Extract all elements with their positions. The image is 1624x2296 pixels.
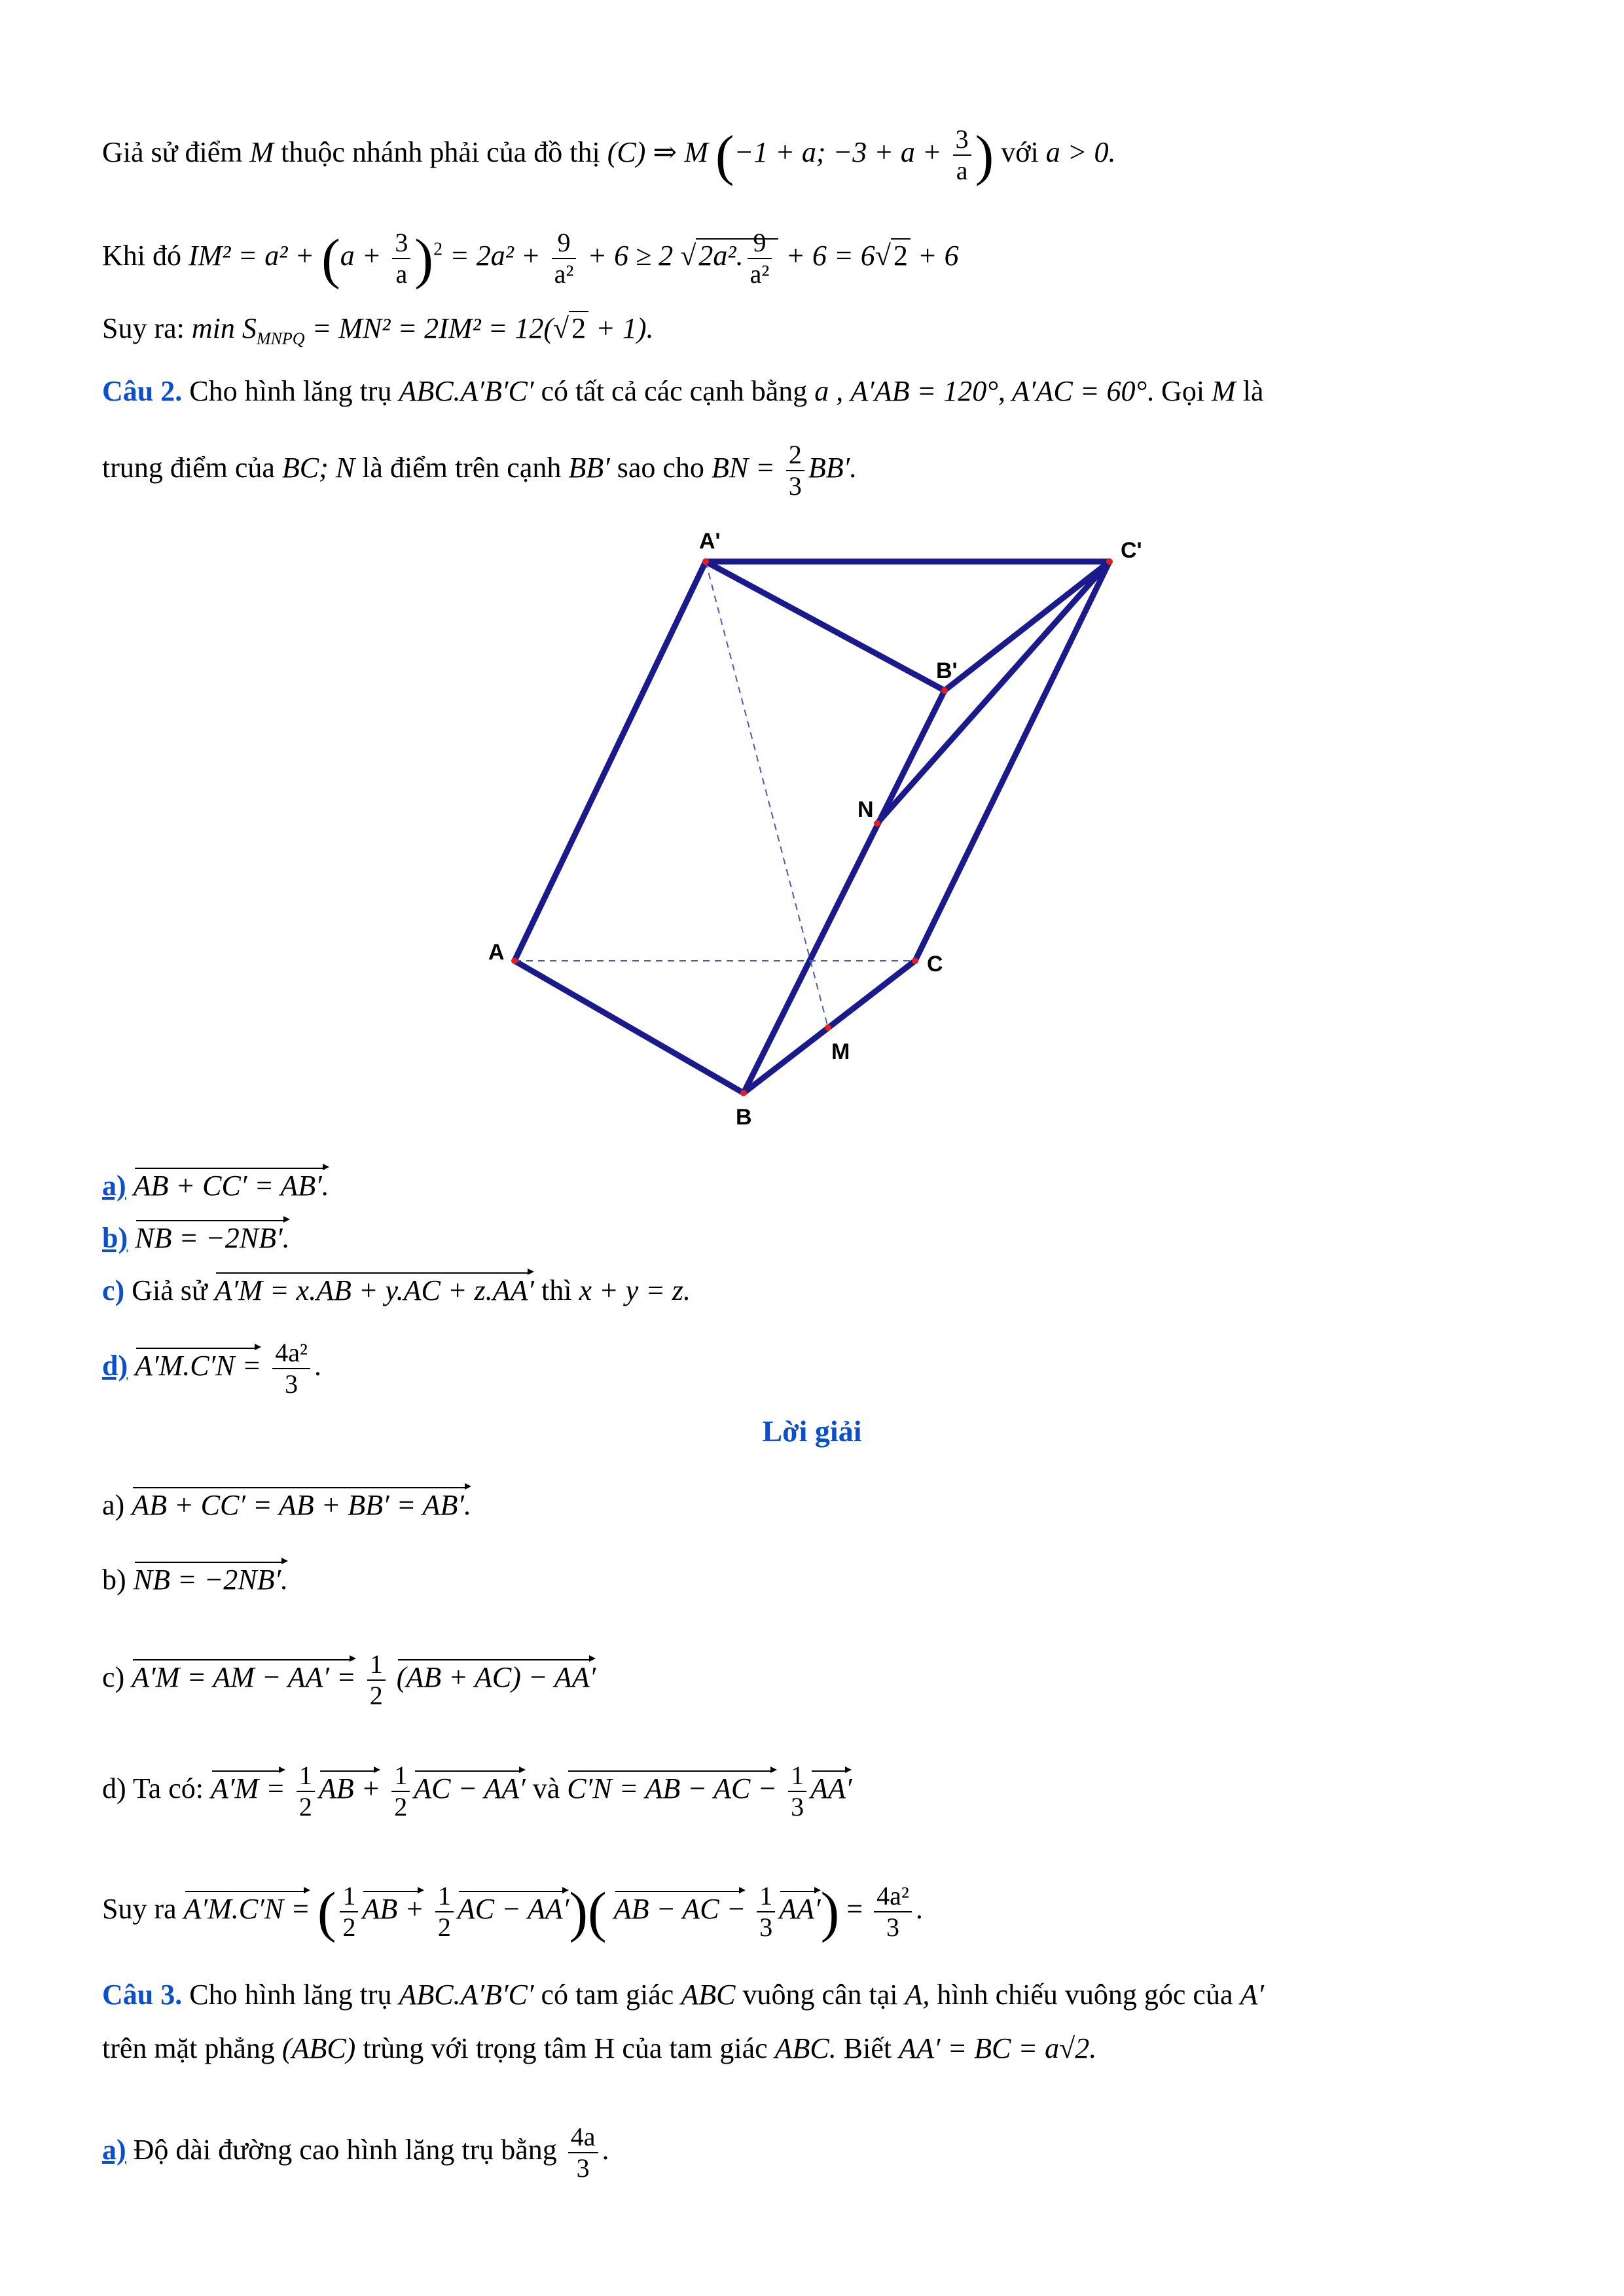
label-N: N (857, 797, 874, 822)
edge-C1N (877, 562, 1110, 823)
question-3-line-2: trên mặt phẳng (ABC) trùng với trọng tâm H của tam giác ABC. Biết AA′ = BC = a√2. (102, 2032, 1097, 2064)
fraction: $\frac{3}{a}$ (953, 124, 971, 186)
option-d: d) A′M.C′N = $\frac{\text{4a²}}{3}$ . (102, 1338, 322, 1399)
edge-B1C1 (945, 562, 1110, 691)
solution-a: a) AB + CC′ = AB + BB′ = AB′. (102, 1486, 471, 1525)
point-A (511, 958, 518, 964)
point-B (740, 1090, 747, 1096)
solution-title: Lời giải (762, 1414, 862, 1448)
edge-A1B1 (706, 562, 945, 691)
label-C1: C' (1121, 538, 1142, 563)
point-N (874, 820, 880, 827)
question-3-option-a: a) Độ dài đường cao hình lăng trụ bằng $\frac{4a}{3}$ . (102, 2122, 609, 2183)
label-A: A (488, 940, 505, 965)
line-1: Giả sử điểm M thuộc nhánh phải của đồ thị (C) ⇒ M (−1 + a; −3 + a + $\frac{3}{a}$ ) với a > 0. (102, 124, 1116, 187)
line-3: Suy ra: $\min S_{MNPQ} = MN^2 = 2IM^2 = 12(√2 + 1)$. (102, 312, 654, 348)
label-B1: B' (936, 658, 958, 683)
solution-c: c) A′M = AM − AA′ = $\frac{1}{2}$ (AB + AC) − AA′ (102, 1649, 596, 1710)
question-3: Câu 3. Cho hình lăng trụ ABC.A′B′C′ có tam giác ABC vuông cân tại A, hình chiếu vuông góc của A′ (102, 1979, 1264, 2011)
point-M (825, 1024, 831, 1031)
label-B: B (736, 1105, 752, 1130)
option-b: b) NB = −2NB′. (102, 1219, 290, 1258)
label-C: C (927, 952, 943, 977)
option-c: c) Giả sử A′M = x.AB + y.AC + z.AA′ thì x + y = z. (102, 1271, 691, 1310)
edge-A1A (514, 562, 706, 961)
label-M: M (831, 1039, 850, 1064)
label-A1: A' (699, 529, 721, 554)
point-B1 (941, 687, 948, 694)
edge-B1B (744, 691, 945, 1093)
edge-AB (514, 961, 744, 1093)
solution-b: b) NB = −2NB′. (102, 1560, 288, 1600)
edge-C1C (915, 562, 1110, 961)
line-2: Khi đó IM² = a² + (a + $\frac{3}{a}$ )$^2$ = 2a² + $\frac{9}{\text{a²}}$ + 6 ≥ 2 √2a². $\frac{9}{\text{a²}}$ + 6 = 6√2 + 6 (102, 227, 959, 290)
solution-d: d) Ta có: A′M = $\frac{1}{2}$ AB + $\frac{1}{2}$ AC − AA′ và C′N = AB − AC − $\frac{1}{3}$ AA′ (102, 1761, 852, 1821)
question-2: Câu 2. Cho hình lăng trụ ABC.A′B′C′ có tất cả các cạnh bằng a , A′AB = 120°, A′AC = 60°. Gọi M là (102, 375, 1264, 407)
question-2-line-2: trung điểm của BC; N là điểm trên cạnh BB′ sao cho BN = $\frac{2}{3}$ BB′. (102, 440, 857, 501)
point-C1 (1106, 558, 1113, 565)
point-C (912, 958, 918, 964)
point-A1 (702, 558, 709, 565)
option-a: a) AB + CC′ = AB′. (102, 1166, 329, 1206)
solution-e: Suy ra A′M.C′N = ( $\frac{1}{2}$ AB + $\frac{1}{2}$ AC − AA′)( AB − AC − $\frac{1}{3}$ AA′) = $\frac{\text{4a²}}{3}$ . (102, 1880, 923, 1943)
